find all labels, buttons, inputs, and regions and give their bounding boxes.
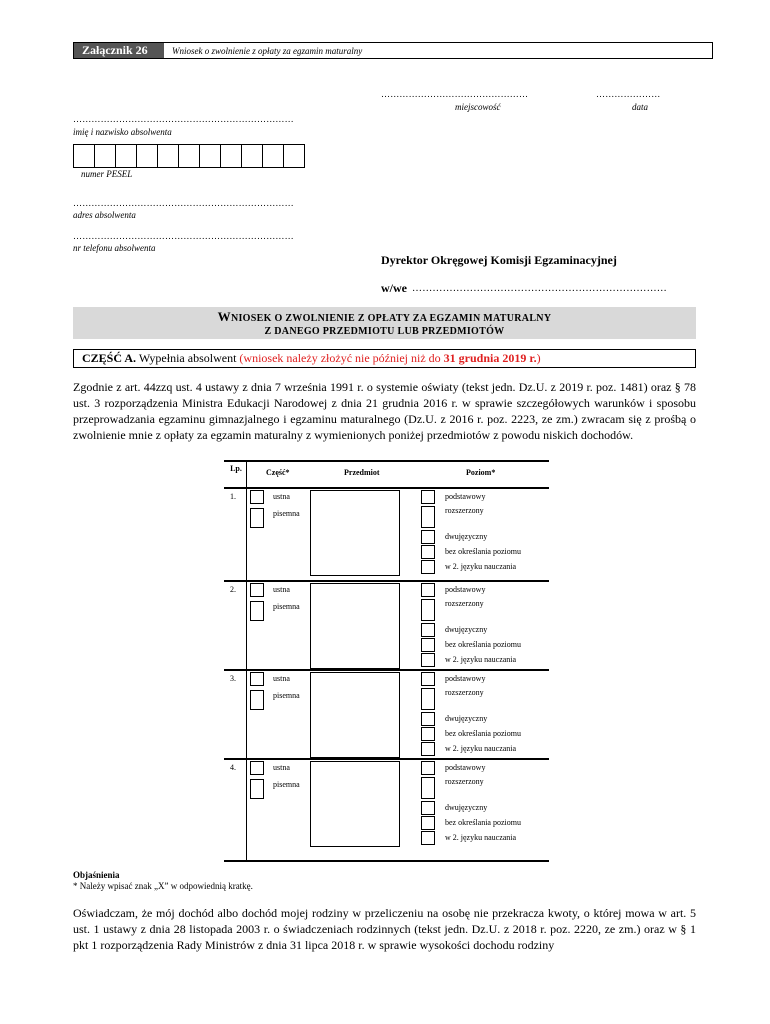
checkbox-pisemna[interactable] — [250, 690, 264, 710]
header-przedmiot: Przedmiot — [344, 468, 380, 477]
subject-input[interactable] — [310, 761, 400, 847]
date-field[interactable]: ………………… — [596, 89, 661, 99]
header-lp: Lp. — [230, 464, 242, 473]
checkbox-level[interactable] — [421, 506, 435, 528]
row-number: 1. — [230, 492, 236, 501]
date-label: data — [632, 102, 649, 112]
checkbox-level[interactable] — [421, 831, 435, 845]
pesel-boxes[interactable] — [73, 144, 305, 168]
pesel-digit[interactable] — [179, 145, 200, 167]
checkbox-level[interactable] — [421, 599, 435, 621]
pesel-digit[interactable] — [95, 145, 116, 167]
part-a-text: Wypełnia absolwent — [136, 351, 240, 365]
checkbox-ustna[interactable] — [250, 490, 264, 504]
checkbox-pisemna[interactable] — [250, 601, 264, 621]
level-label: bez określania poziomu — [445, 547, 521, 556]
checkbox-level[interactable] — [421, 816, 435, 830]
table-rule — [224, 487, 549, 489]
part-ustna-label: ustna — [273, 492, 290, 501]
level-label: rozszerzony — [445, 506, 484, 515]
part-a-label: CZĘŚĆ A. — [82, 351, 137, 365]
checkbox-level[interactable] — [421, 712, 435, 726]
pesel-digit[interactable] — [263, 145, 284, 167]
part-ustna-label: ustna — [273, 585, 290, 594]
level-label: rozszerzony — [445, 777, 484, 786]
subjects-table — [224, 460, 549, 870]
level-label: dwujęzyczny — [445, 714, 488, 723]
notes-title: Objaśnienia — [73, 870, 120, 880]
recipient-title: Dyrektor Okręgowej Komisji Egzaminacyjnej — [381, 253, 617, 267]
checkbox-level[interactable] — [421, 490, 435, 504]
checkbox-pisemna[interactable] — [250, 508, 264, 528]
title-line1: NIOSEK O ZWOLNIENIE Z OPŁATY ZA EGZAMIN MATURALNY — [230, 313, 552, 324]
place-label: miejscowość — [455, 102, 501, 112]
level-label: w 2. języku nauczania — [445, 744, 517, 753]
checkbox-level[interactable] — [421, 545, 435, 559]
table-rule — [224, 758, 549, 760]
part-ustna-label: ustna — [273, 674, 290, 683]
checkbox-ustna[interactable] — [250, 583, 264, 597]
table-rule — [224, 860, 549, 862]
table-rule — [224, 669, 549, 671]
checkbox-level[interactable] — [421, 688, 435, 710]
pesel-digit[interactable] — [284, 145, 304, 167]
level-label: w 2. języku nauczania — [445, 655, 517, 664]
address-label: adres absolwenta — [73, 210, 136, 220]
header-bar — [73, 42, 713, 59]
row-number: 3. — [230, 674, 236, 683]
level-label: podstawowy — [445, 674, 486, 683]
pesel-digit[interactable] — [137, 145, 158, 167]
part-a-deadline: (wniosek należy złożyć nie później niż do — [239, 351, 444, 365]
level-label: dwujęzyczny — [445, 625, 488, 634]
level-label: rozszerzony — [445, 688, 484, 697]
level-label: podstawowy — [445, 492, 486, 501]
address-field[interactable]: ……………………………………………………………… — [73, 198, 294, 208]
place-field[interactable]: ………………………………………… — [381, 89, 529, 99]
checkbox-ustna[interactable] — [250, 761, 264, 775]
header-czesc: Część* — [266, 468, 290, 477]
row-number: 2. — [230, 585, 236, 594]
part-a-date: 31 grudnia 2019 r. — [443, 351, 537, 365]
part-a-end: ) — [536, 351, 541, 365]
level-label: w 2. języku nauczania — [445, 833, 517, 842]
recipient-ww: w/we — [381, 281, 407, 295]
part-a-header — [73, 349, 696, 368]
checkbox-level[interactable] — [421, 623, 435, 637]
checkbox-level[interactable] — [421, 777, 435, 799]
checkbox-level[interactable] — [421, 727, 435, 741]
pesel-digit[interactable] — [200, 145, 221, 167]
level-label: podstawowy — [445, 585, 486, 594]
part-pisemna-label: pisemna — [273, 602, 300, 611]
level-label: w 2. języku nauczania — [445, 562, 517, 571]
table-rule — [224, 580, 549, 582]
name-field[interactable]: ……………………………………………………………… — [73, 114, 294, 124]
part-pisemna-label: pisemna — [273, 509, 300, 518]
level-label: podstawowy — [445, 763, 486, 772]
checkbox-level[interactable] — [421, 560, 435, 574]
recipient-field[interactable]: ………………………………………………………………… — [412, 283, 667, 294]
checkbox-level[interactable] — [421, 638, 435, 652]
title-line2: Z DANEGO PRZEDMIOTU LUB PRZEDMIOTÓW — [264, 326, 505, 337]
checkbox-level[interactable] — [421, 672, 435, 686]
level-label: bez określania poziomu — [445, 640, 521, 649]
phone-field[interactable]: ……………………………………………………………… — [73, 231, 294, 241]
level-label: bez określania poziomu — [445, 818, 521, 827]
name-label: imię i nazwisko absolwenta — [73, 127, 172, 137]
pesel-label: numer PESEL — [81, 169, 133, 179]
paragraph-request: Zgodnie z art. 44zzq ust. 4 ustawy z dnia 7 września 1991 r. o systemie oświaty (tekst jedn. Dz.U. z 2019 r. poz. 1481) oraz § 78 ust. 3 rozporządzenia Ministra Edukacji Narodowej z dnia 21 grudnia 2016 r. w sprawie szczegółowych warunków i sposobu przeprowadzania egzaminu gimnazjalnego i egzaminu maturalnego (Dz.U. z 2016 r. poz. 2223, ze zm.) zwracam się z prośbą o zwolnienie mnie z opłaty za egzamin maturalny z wymienionych poniżej przedmiotów z powodu niskich dochodów. — [73, 380, 696, 442]
level-label: rozszerzony — [445, 599, 484, 608]
checkbox-pisemna[interactable] — [250, 779, 264, 799]
header-poziom: Poziom* — [466, 468, 496, 477]
checkbox-level[interactable] — [421, 653, 435, 667]
attachment-badge: Załącznik 26 — [74, 43, 164, 58]
level-label: dwujęzyczny — [445, 803, 488, 812]
checkbox-level[interactable] — [421, 742, 435, 756]
title-initial: W — [217, 309, 231, 324]
form-title — [73, 307, 696, 339]
phone-label: nr telefonu absolwenta — [73, 243, 156, 253]
checkbox-level[interactable] — [421, 530, 435, 544]
part-pisemna-label: pisemna — [273, 691, 300, 700]
row-number: 4. — [230, 763, 236, 772]
notes-text: * Należy wpisać znak „X” w odpowiednią kratkę. — [73, 881, 253, 891]
column-divider — [246, 460, 247, 861]
pesel-digit[interactable] — [74, 145, 95, 167]
checkbox-level[interactable] — [421, 801, 435, 815]
table-rule — [224, 460, 549, 462]
paragraph-declaration: Oświadczam, że mój dochód albo dochód mojej rodziny w przeliczeniu na osobę nie przekracza kwoty, o której mowa w art. 5 ust. 1 ustawy z dnia 28 listopada 2003 r. o świadczeniach rodzinnych (tekst jedn. Dz.U. z 2018 r. poz. 2220, ze zm.) oraz w § 1 pkt 1 rozporządzenia Rady Ministrów z dnia 31 lipca 2018 r. w sprawie wysokości dochodu rodziny — [73, 906, 696, 952]
part-pisemna-label: pisemna — [273, 780, 300, 789]
pesel-digit[interactable] — [158, 145, 179, 167]
subject-input[interactable] — [310, 672, 400, 758]
header-title: Wniosek o zwolnienie z opłaty za egzamin maturalny — [172, 45, 363, 56]
checkbox-level[interactable] — [421, 583, 435, 597]
subject-input[interactable] — [310, 583, 400, 669]
pesel-digit[interactable] — [242, 145, 263, 167]
pesel-digit[interactable] — [116, 145, 137, 167]
pesel-digit[interactable] — [221, 145, 242, 167]
checkbox-ustna[interactable] — [250, 672, 264, 686]
part-ustna-label: ustna — [273, 763, 290, 772]
level-label: dwujęzyczny — [445, 532, 488, 541]
level-label: bez określania poziomu — [445, 729, 521, 738]
subject-input[interactable] — [310, 490, 400, 576]
checkbox-level[interactable] — [421, 761, 435, 775]
